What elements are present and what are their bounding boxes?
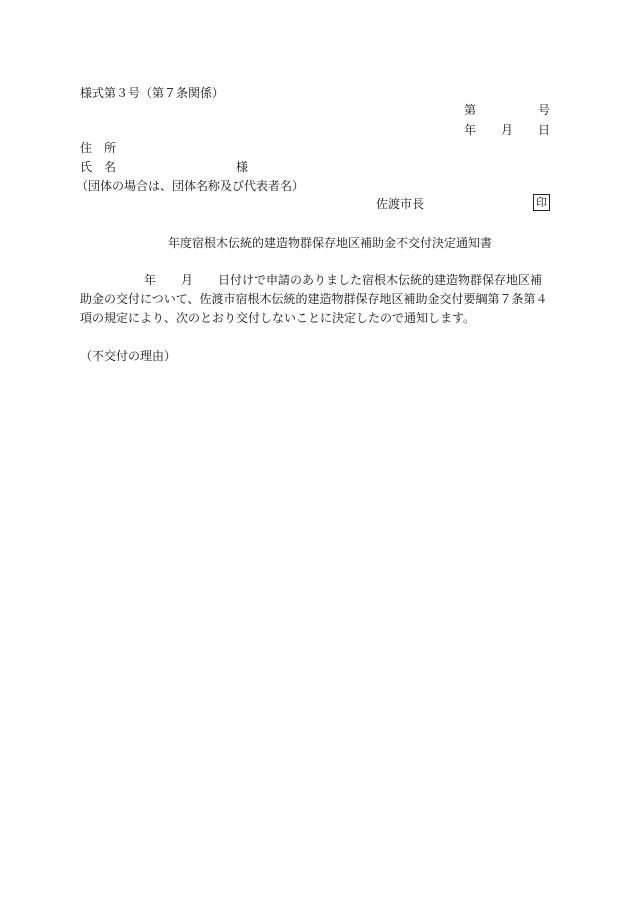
date-day: 日 [538,123,551,137]
recipient-name-label: 氏 名 [80,160,117,174]
doc-number-suffix: 号 [538,103,551,117]
document-title: 年度宿根木伝統的建造物群保存地区補助金不交付決定通知書 [168,236,493,250]
recipient-honorific: 様 [236,160,249,174]
body-month: 月 [181,273,194,287]
recipient-address-label: 住 所 [80,141,117,155]
date-month: 月 [501,123,514,137]
body-line3: 項の規定により、次のとおり交付しないことに決定したので通知します。 [80,311,476,325]
issuer-title: 佐渡市長 [376,197,425,211]
seal-box: 印 [533,194,550,211]
form-number: 様式第３号（第７条関係） [80,86,225,100]
date-year: 年 [464,123,477,137]
body-line2: 助金の交付について、佐渡市宿根木伝統的建造物群保存地区補助金交付要綱第７条第４ [80,292,548,306]
reason-label: （不交付の理由） [80,349,177,363]
recipient-group-note: （団体の場合は、団体名称及び代表者名） [76,179,305,193]
body-year: 年 [144,273,157,287]
body-line1-rest: 日付けで申請のありました宿根木伝統的建造物群保存地区補 [218,273,543,287]
doc-number-prefix: 第 [464,103,477,117]
